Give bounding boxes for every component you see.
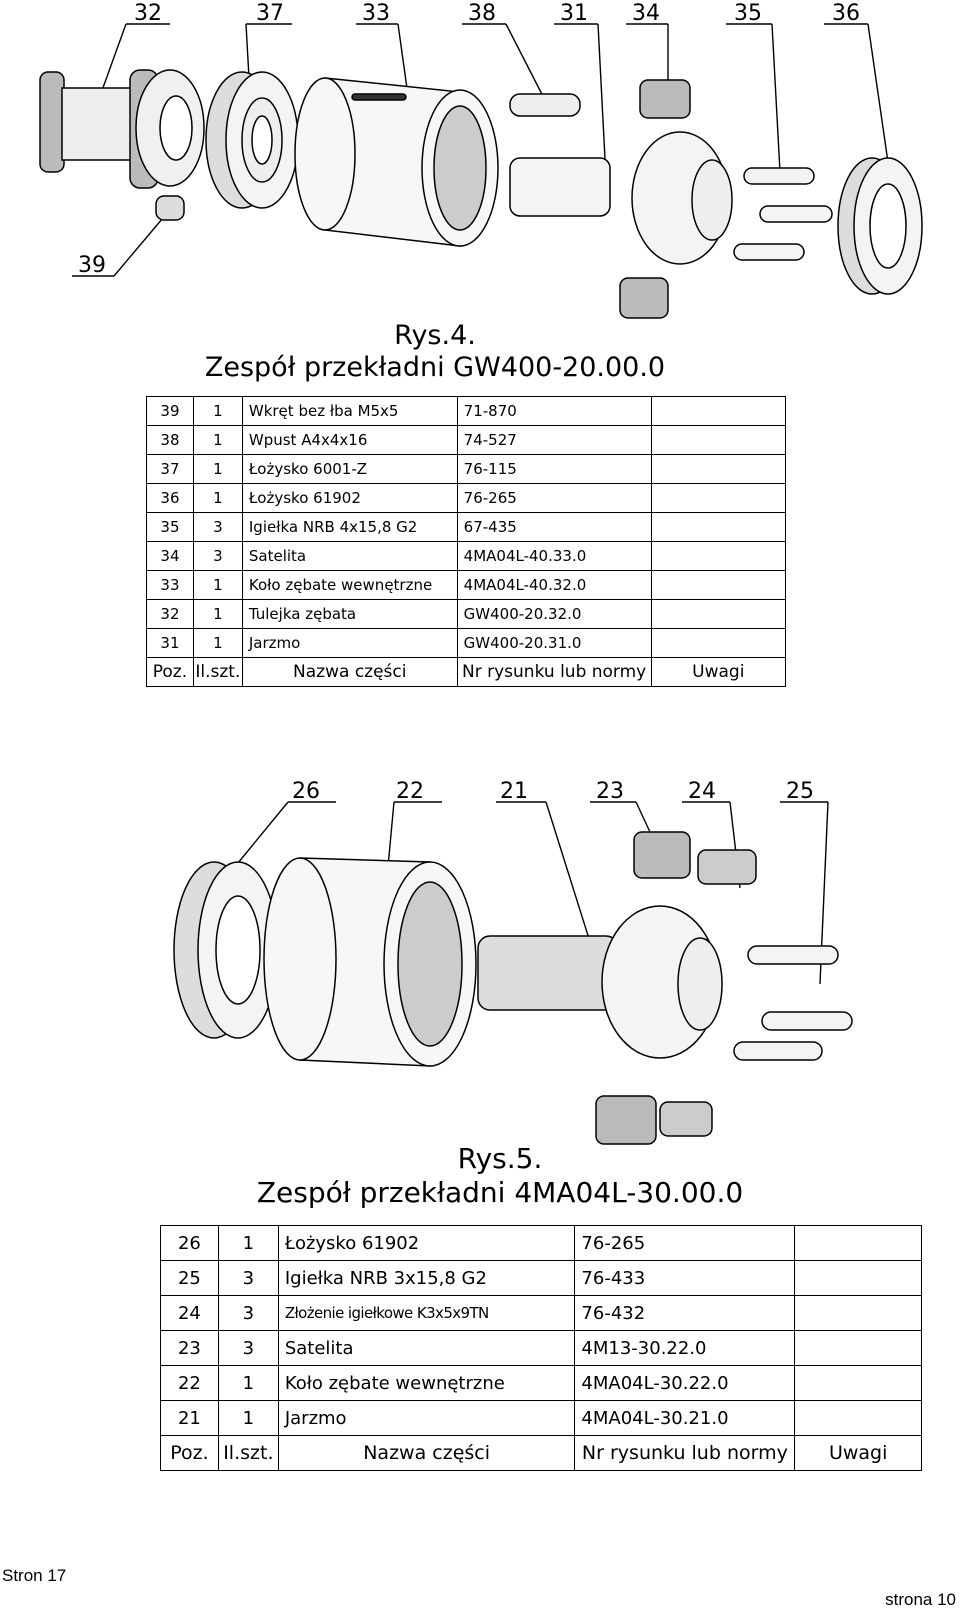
row-pos: 26: [161, 1226, 219, 1261]
row-drawing: GW400-20.31.0: [457, 629, 651, 658]
row-notes: [795, 1296, 922, 1331]
table-row: [147, 455, 786, 484]
row-notes: [651, 397, 785, 426]
row-name: Jarzmo: [278, 1401, 575, 1436]
header-pos: Poz.: [147, 658, 194, 687]
row-qty: 1: [193, 600, 242, 629]
row-qty: 3: [218, 1261, 278, 1296]
row-drawing: 74-527: [457, 426, 651, 455]
table-row: [161, 1331, 922, 1366]
row-notes: [795, 1261, 922, 1296]
exploded-view-gw400: [0, 0, 960, 330]
exploded-view-4ma04l: [0, 770, 960, 1150]
row-qty: 3: [193, 542, 242, 571]
row-drawing: GW400-20.32.0: [457, 600, 651, 629]
table-header-row: [161, 1436, 922, 1471]
parts-list-gw400: [146, 396, 786, 687]
header-drawing: Nr rysunku lub normy: [457, 658, 651, 687]
row-qty: 3: [193, 513, 242, 542]
row-name: Jarzmo: [242, 629, 457, 658]
row-pos: 22: [161, 1366, 219, 1401]
row-name: Wpust A4x4x16: [242, 426, 457, 455]
row-name: Złożenie igiełkowe K3x5x9TN: [278, 1296, 575, 1331]
row-drawing: 76-433: [575, 1261, 795, 1296]
row-notes: [651, 484, 785, 513]
row-notes: [651, 426, 785, 455]
row-drawing: 76-265: [575, 1226, 795, 1261]
row-pos: 34: [147, 542, 194, 571]
row-name: Łożysko 61902: [278, 1226, 575, 1261]
row-name: Łożysko 6001-Z: [242, 455, 457, 484]
table-row: [161, 1226, 922, 1261]
row-pos: 32: [147, 600, 194, 629]
row-pos: 39: [147, 397, 194, 426]
table-row: [147, 513, 786, 542]
callout-22: 22: [396, 779, 424, 804]
row-name: Tulejka zębata: [242, 600, 457, 629]
header-notes: Uwagi: [651, 658, 785, 687]
row-drawing: 4M13-30.22.0: [575, 1331, 795, 1366]
row-qty: 1: [218, 1366, 278, 1401]
row-notes: [651, 542, 785, 571]
table-row: [161, 1401, 922, 1436]
callout-31: 31: [560, 1, 588, 26]
figure2-caption-title: Zespół przekładni 4MA04L-30.00.0: [256, 1176, 744, 1209]
row-drawing: 4MA04L-30.21.0: [575, 1401, 795, 1436]
row-notes: [795, 1366, 922, 1401]
row-drawing: 76-115: [457, 455, 651, 484]
table-row: [147, 600, 786, 629]
row-drawing: 4MA04L-40.32.0: [457, 571, 651, 600]
row-qty: 1: [193, 571, 242, 600]
callout-39: 39: [78, 253, 106, 278]
figure2-caption-number: Rys.5.: [457, 1142, 543, 1175]
row-qty: 1: [193, 629, 242, 658]
row-notes: [795, 1401, 922, 1436]
callout-38: 38: [468, 1, 496, 26]
row-notes: [795, 1226, 922, 1261]
footer-page-number: strona 10: [885, 1590, 956, 1609]
table-row: [161, 1296, 922, 1331]
callout-35: 35: [734, 1, 762, 26]
table-row: [161, 1261, 922, 1296]
row-pos: 24: [161, 1296, 219, 1331]
callout-21: 21: [500, 779, 528, 804]
row-drawing: 76-432: [575, 1296, 795, 1331]
table-row: [147, 484, 786, 513]
callout-24: 24: [688, 779, 716, 804]
table-row: [147, 542, 786, 571]
table-row: [147, 397, 786, 426]
row-notes: [651, 571, 785, 600]
callout-23: 23: [596, 779, 624, 804]
row-notes: [651, 513, 785, 542]
footer-page-count: Stron 17: [2, 1566, 67, 1585]
callout-32: 32: [134, 1, 162, 26]
header-qty: Il.szt.: [218, 1436, 278, 1471]
row-pos: 25: [161, 1261, 219, 1296]
row-qty: 1: [193, 455, 242, 484]
row-pos: 23: [161, 1331, 219, 1366]
row-qty: 1: [218, 1401, 278, 1436]
row-name: Igiełka NRB 3x15,8 G2: [278, 1261, 575, 1296]
callout-37: 37: [256, 1, 284, 26]
row-pos: 33: [147, 571, 194, 600]
row-notes: [795, 1331, 922, 1366]
header-name: Nazwa części: [242, 658, 457, 687]
row-qty: 3: [218, 1296, 278, 1331]
row-name: Koło zębate wewnętrzne: [242, 571, 457, 600]
callout-25: 25: [786, 779, 814, 804]
callout-26: 26: [292, 779, 320, 804]
callout-34: 34: [632, 1, 660, 26]
row-pos: 35: [147, 513, 194, 542]
row-drawing: 4MA04L-40.33.0: [457, 542, 651, 571]
callout-33: 33: [362, 1, 390, 26]
parts-list-4ma04l: [160, 1225, 922, 1471]
table-row: [161, 1366, 922, 1401]
row-pos: 36: [147, 484, 194, 513]
figure1-caption-number: Rys.4.: [394, 320, 476, 351]
row-pos: 38: [147, 426, 194, 455]
figure2-caption: [190, 1142, 810, 1210]
row-notes: [651, 600, 785, 629]
row-pos: 37: [147, 455, 194, 484]
row-qty: 3: [218, 1331, 278, 1366]
table-row: [147, 426, 786, 455]
row-qty: 1: [193, 397, 242, 426]
row-drawing: 4MA04L-30.22.0: [575, 1366, 795, 1401]
row-qty: 1: [193, 484, 242, 513]
row-qty: 1: [193, 426, 242, 455]
row-name: Koło zębate wewnętrzne: [278, 1366, 575, 1401]
row-drawing: 67-435: [457, 513, 651, 542]
header-drawing: Nr rysunku lub normy: [575, 1436, 795, 1471]
row-pos: 21: [161, 1401, 219, 1436]
figure1-caption-title: Zespół przekładni GW400-20.00.0: [204, 352, 666, 383]
row-name: Łożysko 61902: [242, 484, 457, 513]
row-name: Satelita: [278, 1331, 575, 1366]
row-pos: 31: [147, 629, 194, 658]
table-header-row: [147, 658, 786, 687]
row-drawing: 76-265: [457, 484, 651, 513]
row-notes: [651, 629, 785, 658]
header-qty: Il.szt.: [193, 658, 242, 687]
row-drawing: 71-870: [457, 397, 651, 426]
header-notes: Uwagi: [795, 1436, 922, 1471]
row-qty: 1: [218, 1226, 278, 1261]
row-notes: [651, 455, 785, 484]
row-name: Satelita: [242, 542, 457, 571]
callout-36: 36: [832, 1, 860, 26]
table-row: [147, 629, 786, 658]
table-row: [147, 571, 786, 600]
header-pos: Poz.: [161, 1436, 219, 1471]
header-name: Nazwa części: [278, 1436, 575, 1471]
row-name: Igiełka NRB 4x15,8 G2: [242, 513, 457, 542]
row-name: Wkręt bez łba M5x5: [242, 397, 457, 426]
figure1-caption: [180, 320, 690, 384]
